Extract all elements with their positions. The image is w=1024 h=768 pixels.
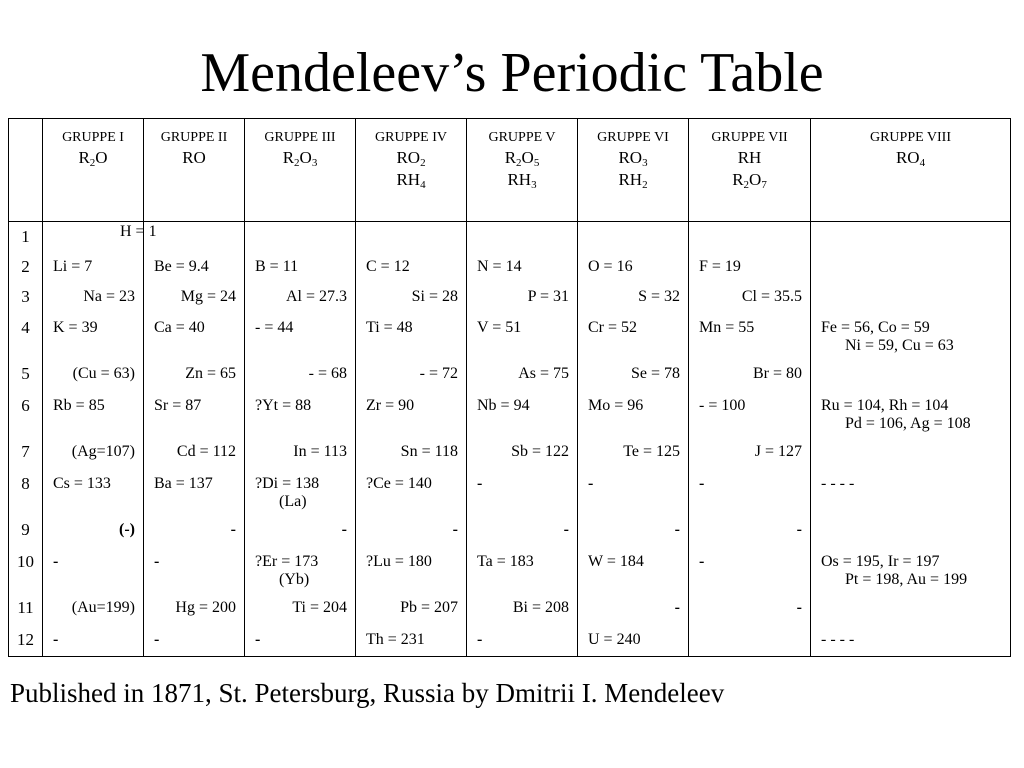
element-cell	[144, 469, 245, 515]
element-cell	[43, 625, 144, 656]
element-cell	[689, 222, 811, 253]
element-cell	[43, 222, 157, 253]
element-cell	[356, 515, 467, 547]
group-formula: $RH_3$	[507, 170, 537, 191]
row-number: 5	[9, 359, 43, 391]
group-formula: $RO_4$	[895, 148, 926, 169]
group-header	[467, 119, 578, 222]
group-formula: $RO_2$	[396, 148, 426, 169]
element-cell	[356, 547, 467, 593]
element-entry: -	[53, 631, 59, 648]
element-cell	[356, 593, 467, 625]
element-entry: F = 19	[699, 258, 741, 275]
element-entry: In = 113	[293, 443, 347, 460]
element-entry: Mg = 24	[180, 288, 236, 305]
group-formula: $R_2O$	[78, 148, 108, 169]
element-entry: -	[674, 521, 680, 538]
element-cell	[144, 625, 245, 656]
element-cell	[578, 391, 689, 437]
group-formula: $RH_2$	[618, 170, 648, 191]
element-cell	[467, 469, 578, 515]
element-cell	[43, 252, 144, 282]
group-formula: $R_2O_7$	[732, 170, 767, 191]
element-entry: Pt = 198, Au = 199	[845, 571, 968, 588]
element-cell	[356, 625, 467, 656]
element-entry: -	[154, 553, 160, 570]
group-header	[245, 119, 356, 222]
element-entry: Zr = 90	[366, 397, 415, 414]
element-entry: ?Yt = 88	[255, 397, 312, 414]
element-cell	[43, 313, 144, 359]
table-row	[9, 313, 1011, 359]
element-entry: -	[699, 475, 705, 492]
element-entry: V = 51	[477, 319, 522, 336]
element-entry: -	[477, 475, 483, 492]
element-cell	[245, 547, 356, 593]
element-entry: Li = 7	[53, 258, 93, 275]
group-header	[43, 119, 144, 222]
element-entry: Ru = 104, Rh = 104	[821, 397, 949, 414]
element-cell	[689, 625, 811, 656]
element-cell	[356, 313, 467, 359]
element-entry: -	[341, 521, 347, 538]
element-entry: -	[154, 631, 160, 648]
element-cell	[43, 359, 144, 391]
table-row	[9, 547, 1011, 593]
element-cell	[811, 593, 1011, 625]
element-cell	[578, 313, 689, 359]
element-cell	[578, 252, 689, 282]
element-cell	[811, 547, 1011, 593]
element-cell	[811, 391, 1011, 437]
element-cell	[245, 625, 356, 656]
element-cell	[245, 515, 356, 547]
element-cell	[467, 547, 578, 593]
element-entry: -	[796, 521, 802, 538]
element-cell	[356, 222, 467, 253]
element-entry: -	[477, 631, 483, 648]
element-cell	[356, 359, 467, 391]
element-entry: Br = 80	[752, 365, 802, 382]
row-number: 3	[9, 282, 43, 313]
element-cell	[689, 313, 811, 359]
element-cell	[245, 437, 356, 469]
element-entry: Al = 27.3	[285, 288, 347, 305]
element-entry: Hg = 200	[175, 599, 236, 616]
element-cell	[467, 593, 578, 625]
element-entry: W = 184	[588, 553, 644, 570]
element-cell	[245, 359, 356, 391]
group-name: GRUPPE V	[488, 130, 556, 145]
element-entry: (Yb)	[279, 571, 310, 588]
element-entry: - = 68	[308, 365, 347, 382]
element-entry: Cd = 112	[176, 443, 236, 460]
element-cell	[144, 282, 245, 313]
element-entry: Rb = 85	[53, 397, 105, 414]
row-number: 7	[9, 437, 43, 469]
element-entry: -	[563, 521, 569, 538]
row-number: 11	[9, 593, 43, 625]
element-cell	[689, 391, 811, 437]
element-cell	[689, 437, 811, 469]
element-entry: Th = 231	[366, 631, 425, 648]
element-cell	[578, 547, 689, 593]
element-cell	[356, 469, 467, 515]
element-entry: Ni = 59, Cu = 63	[845, 337, 954, 354]
element-entry: Si = 28	[411, 288, 458, 305]
element-entry: -	[674, 599, 680, 616]
table-row	[9, 469, 1011, 515]
element-cell	[811, 282, 1011, 313]
element-cell	[356, 391, 467, 437]
element-entry: Bi = 208	[512, 599, 569, 616]
element-cell	[689, 359, 811, 391]
element-cell	[811, 313, 1011, 359]
element-entry: Na = 23	[83, 288, 135, 305]
row-number: 8	[9, 469, 43, 515]
table-row	[9, 282, 1011, 313]
group-formula: $RO_3$	[618, 148, 648, 169]
element-entry: U = 240	[588, 631, 641, 648]
element-cell	[467, 222, 578, 253]
element-cell	[467, 391, 578, 437]
element-entry: - - - -	[821, 631, 855, 648]
element-entry: Sn = 118	[400, 443, 458, 460]
element-entry: (-)	[119, 521, 135, 538]
element-cell	[144, 313, 245, 359]
element-cell	[811, 625, 1011, 656]
element-cell	[467, 313, 578, 359]
element-entry: -	[255, 631, 261, 648]
element-cell	[356, 437, 467, 469]
element-entry: ?Ce = 140	[366, 475, 432, 492]
group-name: GRUPPE I	[62, 130, 124, 145]
element-entry: Mo = 96	[588, 397, 644, 414]
element-entry: -	[230, 521, 236, 538]
element-cell	[43, 515, 144, 547]
element-entry: -	[53, 553, 59, 570]
element-cell	[144, 515, 245, 547]
element-entry: Ba = 137	[154, 475, 213, 492]
element-entry: K = 39	[53, 319, 98, 336]
element-cell	[245, 222, 356, 253]
element-cell	[578, 222, 689, 253]
element-entry: (Ag=107)	[71, 443, 135, 460]
element-cell	[578, 469, 689, 515]
element-cell	[43, 437, 144, 469]
group-name: GRUPPE IV	[375, 130, 447, 145]
element-cell	[245, 593, 356, 625]
group-name: GRUPPE II	[160, 130, 228, 145]
element-cell	[245, 252, 356, 282]
element-cell	[811, 515, 1011, 547]
element-cell	[811, 252, 1011, 282]
element-entry: P = 31	[527, 288, 569, 305]
element-entry: Sb = 122	[511, 443, 569, 460]
element-cell	[578, 282, 689, 313]
group-formula: $RH_4$	[396, 170, 426, 191]
element-cell	[578, 359, 689, 391]
element-entry: Nb = 94	[477, 397, 530, 414]
element-entry: -	[452, 521, 458, 538]
row-number: 9	[9, 515, 43, 547]
group-formula: RO	[182, 148, 206, 167]
element-cell	[811, 469, 1011, 515]
row-number: 6	[9, 391, 43, 437]
element-entry: Pd = 106, Ag = 108	[845, 415, 971, 432]
element-entry: -	[796, 599, 802, 616]
element-cell	[43, 547, 144, 593]
table-row	[9, 625, 1011, 656]
group-formula: $R_2O_3$	[282, 148, 318, 169]
element-cell	[689, 252, 811, 282]
caption: Published in 1871, St. Petersburg, Russia by Dmitrii I. Mendeleev	[10, 678, 725, 708]
element-entry: Cs = 133	[53, 475, 111, 492]
element-entry: B = 11	[255, 258, 299, 275]
element-entry: - = 100	[699, 397, 746, 414]
table-row	[9, 252, 1011, 282]
element-cell	[144, 222, 245, 253]
element-entry: (Cu = 63)	[72, 365, 135, 382]
element-cell	[689, 282, 811, 313]
element-entry: Pb = 207	[400, 599, 458, 616]
header-row	[9, 119, 1011, 222]
element-entry: Cl = 35.5	[741, 288, 802, 305]
element-entry: Os = 195, Ir = 197	[821, 553, 940, 570]
element-cell	[245, 282, 356, 313]
element-cell	[144, 437, 245, 469]
group-formula: RH	[737, 148, 762, 167]
element-entry: Ti = 204	[292, 599, 347, 616]
element-cell	[811, 437, 1011, 469]
element-cell	[467, 625, 578, 656]
row-number: 4	[9, 313, 43, 359]
element-entry: H = 1	[120, 223, 157, 240]
element-entry: Se = 78	[630, 365, 680, 382]
row-number: 1	[9, 222, 43, 253]
group-header	[811, 119, 1011, 222]
row-number: 10	[9, 547, 43, 593]
element-cell	[144, 547, 245, 593]
element-cell	[689, 593, 811, 625]
element-cell	[689, 547, 811, 593]
element-cell	[356, 252, 467, 282]
table-row	[9, 222, 1011, 253]
group-header	[356, 119, 467, 222]
header-corner	[9, 119, 43, 222]
group-name: GRUPPE III	[264, 130, 336, 145]
element-entry: C = 12	[366, 258, 410, 275]
element-cell	[578, 437, 689, 469]
element-cell	[467, 282, 578, 313]
element-entry: Te = 125	[623, 443, 680, 460]
element-entry: ?Er = 173	[255, 553, 319, 570]
element-entry: Ca = 40	[154, 319, 205, 336]
element-entry: - = 72	[419, 365, 458, 382]
element-entry: Cr = 52	[588, 319, 638, 336]
element-cell	[43, 391, 144, 437]
element-entry: (La)	[279, 493, 307, 510]
element-entry: Ta = 183	[477, 553, 534, 570]
periodic-table	[8, 118, 1011, 657]
element-cell	[689, 515, 811, 547]
element-cell	[689, 469, 811, 515]
row-number: 2	[9, 252, 43, 282]
element-cell	[43, 282, 144, 313]
element-cell	[144, 593, 245, 625]
element-cell	[144, 359, 245, 391]
element-entry: (Au=199)	[71, 599, 135, 616]
group-header	[144, 119, 245, 222]
element-cell	[467, 359, 578, 391]
element-entry: - = 44	[255, 319, 294, 336]
element-entry: Sr = 87	[154, 397, 202, 414]
element-entry: ?Di = 138	[255, 475, 320, 492]
element-cell	[578, 625, 689, 656]
group-name: GRUPPE VIII	[869, 130, 952, 145]
element-entry: J = 127	[754, 443, 802, 460]
table-row	[9, 437, 1011, 469]
element-entry: S = 32	[638, 288, 680, 305]
element-cell	[245, 469, 356, 515]
element-entry: Zn = 65	[185, 365, 236, 382]
element-cell	[245, 313, 356, 359]
element-entry: -	[699, 553, 705, 570]
element-cell	[578, 593, 689, 625]
element-cell	[578, 515, 689, 547]
element-entry: Be = 9.4	[154, 258, 209, 275]
table-row	[9, 391, 1011, 437]
element-cell	[811, 222, 1011, 253]
table-row	[9, 515, 1011, 547]
group-name: GRUPPE VI	[597, 130, 669, 145]
row-number: 12	[9, 625, 43, 656]
element-entry: - - - -	[821, 475, 855, 492]
element-cell	[467, 252, 578, 282]
group-formula: $R_2O_5$	[504, 148, 540, 169]
element-entry: Fe = 56, Co = 59	[821, 319, 930, 336]
element-cell	[467, 515, 578, 547]
element-entry: ?Lu = 180	[366, 553, 432, 570]
element-cell	[467, 437, 578, 469]
element-cell	[356, 282, 467, 313]
group-header	[689, 119, 811, 222]
page-title: Mendeleev’s Periodic Table	[200, 42, 824, 104]
element-cell	[43, 593, 144, 625]
element-entry: O = 16	[588, 258, 633, 275]
table-row	[9, 359, 1011, 391]
element-cell	[811, 359, 1011, 391]
element-cell	[245, 391, 356, 437]
element-entry: As = 75	[518, 365, 569, 382]
element-entry: N = 14	[477, 258, 522, 275]
element-cell	[144, 391, 245, 437]
element-entry: Ti = 48	[366, 319, 413, 336]
element-entry: -	[588, 475, 594, 492]
element-entry: Mn = 55	[699, 319, 755, 336]
group-name: GRUPPE VII	[711, 130, 788, 145]
element-cell	[144, 252, 245, 282]
group-header	[578, 119, 689, 222]
element-cell	[43, 469, 144, 515]
table-body	[9, 222, 1011, 657]
table-row	[9, 593, 1011, 625]
